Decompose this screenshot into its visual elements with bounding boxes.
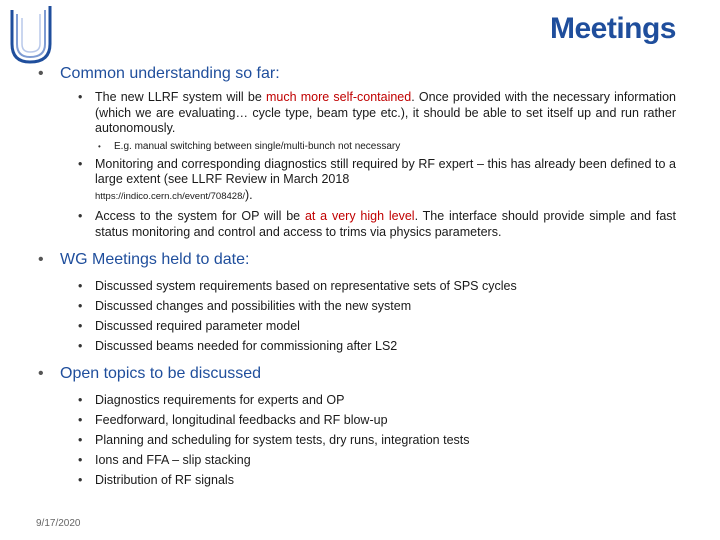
slide-title: Meetings xyxy=(549,12,676,45)
highlight-text: much more self-contained xyxy=(265,90,412,104)
list-item: • Discussed beams needed for commissioning after LS2 xyxy=(34,336,676,356)
indico-link[interactable]: https://indico.cern.ch/event/708428/ xyxy=(95,190,245,202)
section-heading-wg-meetings: • WG Meetings held to date: xyxy=(34,250,676,270)
list-item: • Diagnostics requirements for experts and OP xyxy=(34,390,676,410)
list-item: • Planning and scheduling for system tests, dry runs, integration tests xyxy=(34,430,676,450)
section-heading-understanding: • Common understanding so far: xyxy=(34,64,676,84)
list-item: • Discussed system requirements based on representative sets of SPS cycles xyxy=(34,276,676,296)
section-heading-open-topics: • Open topics to be discussed xyxy=(34,364,676,384)
slide-date: 9/17/2020 xyxy=(36,518,81,529)
list-item: • Discussed changes and possibilities with the new system xyxy=(34,296,676,316)
cern-u-logo xyxy=(6,4,58,70)
list-item: • Feedforward, longitudinal feedbacks and RF blow-up xyxy=(34,410,676,430)
bullet-monitoring xyxy=(34,157,676,205)
slide-content xyxy=(34,64,676,490)
bullet-text: ). xyxy=(245,187,253,202)
bullet-text: . The interface should provide simple and fast status monitoring and control and access to trims via physics parameters. xyxy=(95,209,676,239)
list-item: • Ions and FFA – slip stacking xyxy=(34,450,676,470)
bullet-text: . Once provided with the necessary information (which we are evaluating… cycle type, beam type etc.), it should be able to set itself up and run rather autonomously. xyxy=(95,90,676,135)
open-topics-list xyxy=(34,390,676,490)
list-item: • Discussed required parameter model xyxy=(34,316,676,336)
sub-bullet-manual-switching: • E.g. manual switching between single/multi-bunch not necessary xyxy=(34,140,676,153)
wg-meetings-list xyxy=(34,276,676,356)
bullet-text: Monitoring and corresponding diagnostics still required by RF expert – this has already been defined to a large extent (see LLRF Review in March 2018 xyxy=(95,156,676,186)
bullet-op-access xyxy=(34,209,676,240)
highlight-text: at a very high level xyxy=(304,209,415,223)
bullet-self-contained xyxy=(34,90,676,137)
list-item: • Distribution of RF signals xyxy=(34,470,676,490)
bullet-text: The new LLRF system will be xyxy=(95,90,266,104)
bullet-text: Access to the system for OP will be xyxy=(95,209,305,223)
